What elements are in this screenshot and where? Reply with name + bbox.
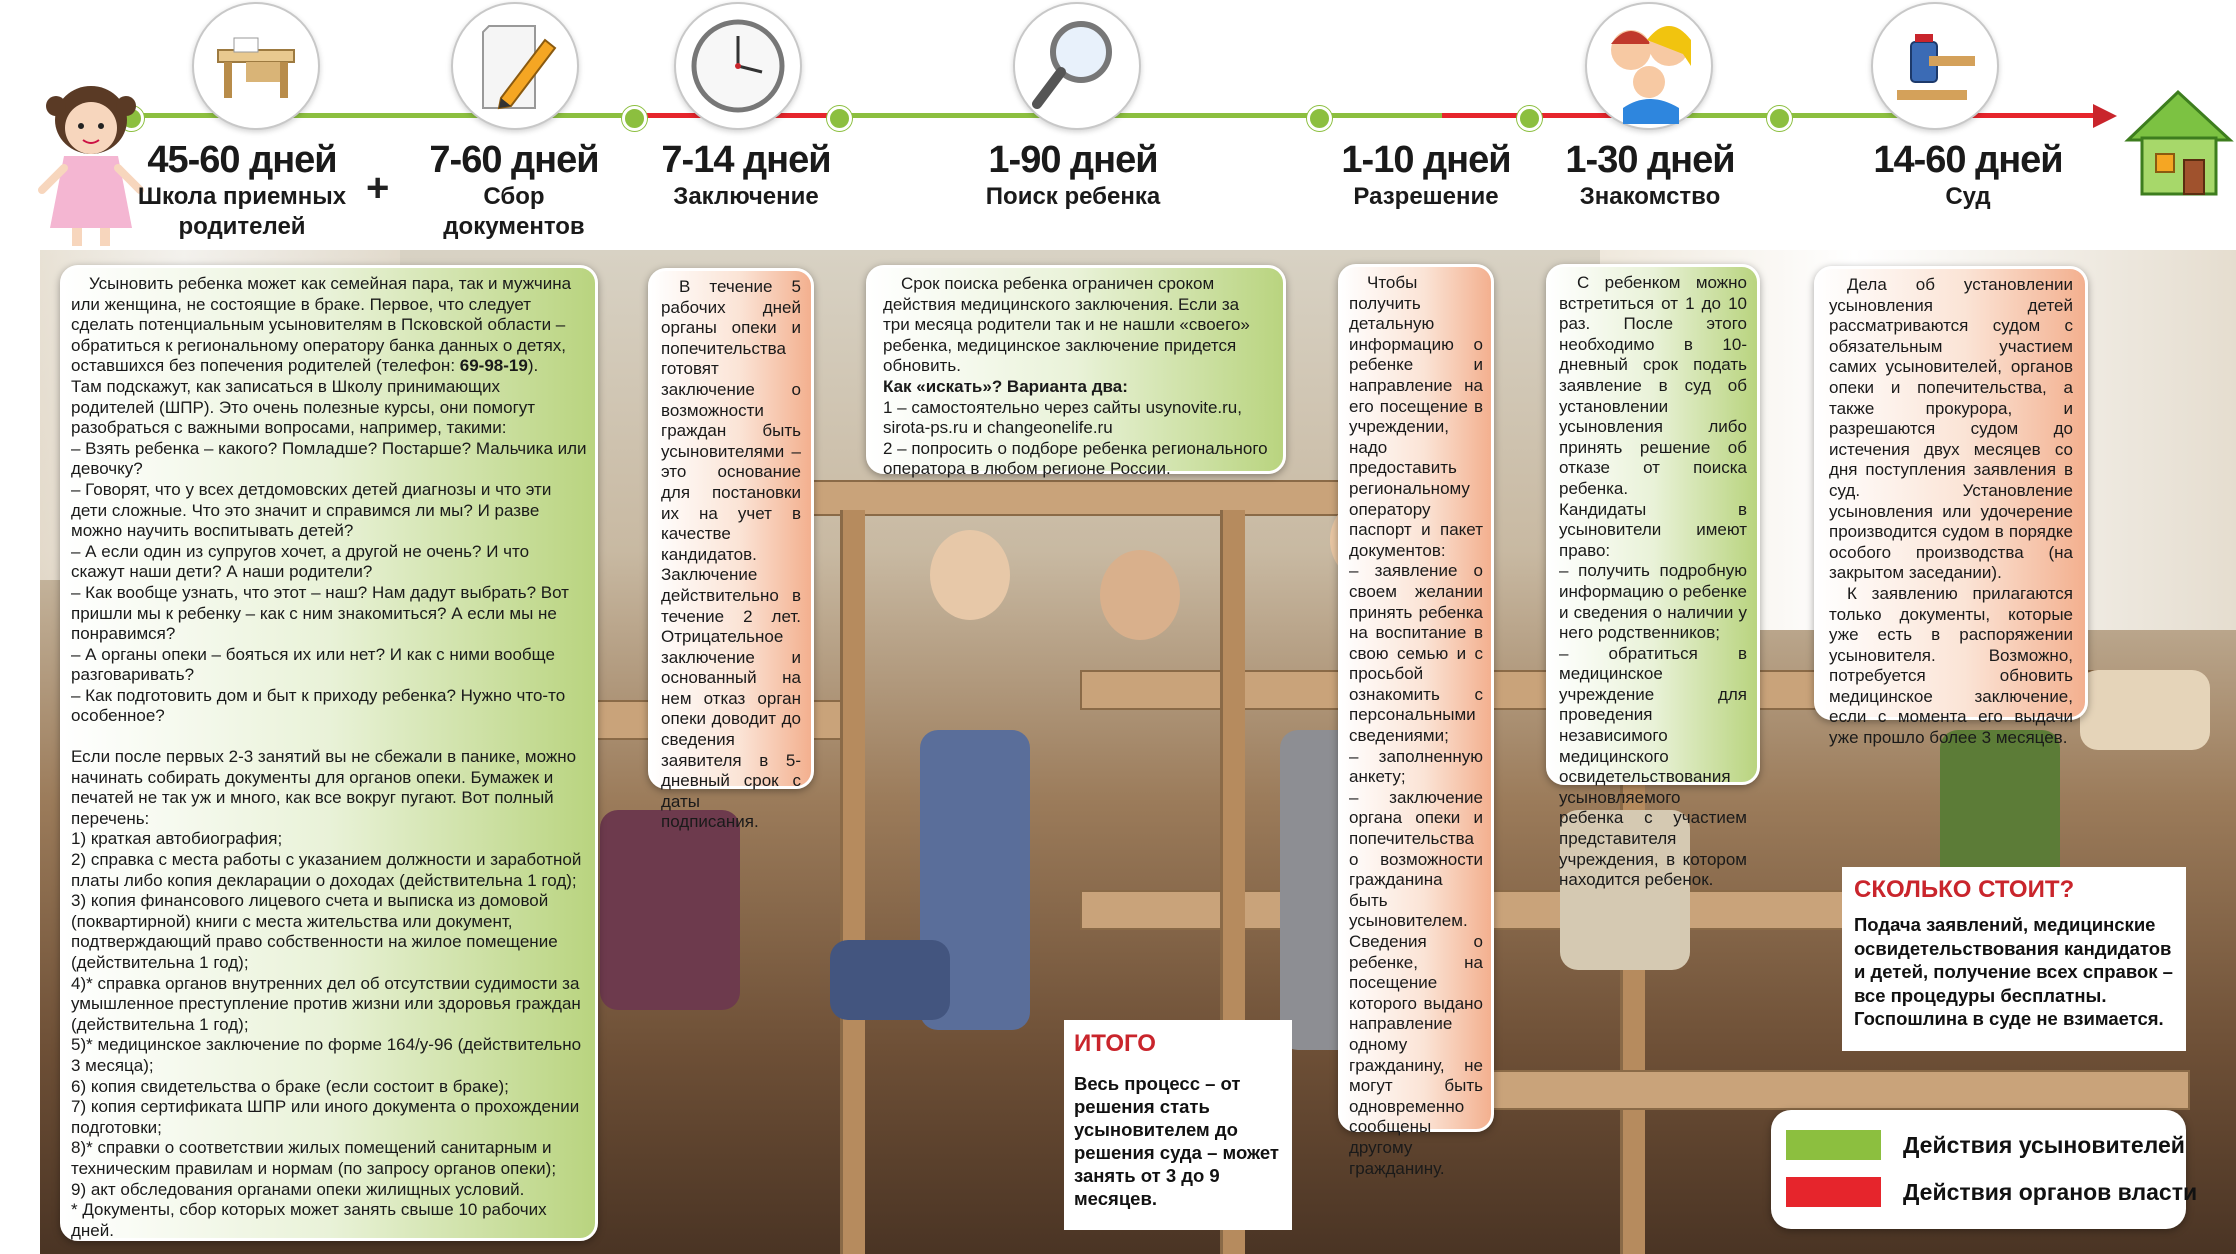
question-item: – Как подготовить дом и быт к приходу ребенка? Нужно что-то особенное? [71, 685, 566, 726]
school-text: Усыновить ребенка может как семейная пара, так и мужчина или женщина, не состоящие в браке. Первое, что следует сделать потенциальным усыновителям в Псковской области – обратиться к региональному оператору банка данных о детях, оставшихся без попечения родителей (телефон: [71, 274, 572, 376]
legend-label: Действия усыновителей [1903, 1132, 2185, 1158]
stage-days: 1-10 дней [1341, 139, 1511, 181]
document-item: 1) краткая автобиография; [71, 829, 283, 849]
stage-days: 7-14 дней [661, 139, 831, 181]
document-item: 7) копия сертификата ШПР или иного документа о прохождении подготовки; [71, 1097, 580, 1137]
document-item: 3) копия финансового лицевого счета и выписка из домовой (поквартирной) книги с места жительства или документ, подтверждающий право собственности на жилое помещение (действительна 1 год); [71, 891, 558, 972]
footnote: * Документы, сбор которых может занять свыше 10 рабочих дней. [71, 1200, 547, 1240]
total-title: ИТОГО [1074, 1030, 1156, 1057]
court-box [1814, 266, 2088, 748]
stage-permission [1324, 138, 1528, 212]
school-text: ). [527, 356, 539, 376]
stage-name: Разрешение [1353, 183, 1499, 210]
pencil-document-icon [451, 2, 579, 130]
school-text: Там подскажут, как записаться в Школу принимающих родителей (ШПР). Это очень полезные курсы, они помогут разобраться с важными вопросами, например, такими: [71, 376, 536, 438]
permission-text: Сведения о ребенке, на посещение которого выдано направление одному гражданину, не могут быть одновременно сообщены другому гражданину. [1349, 932, 1483, 1178]
legend-swatch-red [1786, 1177, 1881, 1207]
court-text: К заявлению прилагаются только документы, которые уже есть в распоряжении усыновителя. Возможно, потребуется обновить медицинское заключение, если с момента его выдачи уже прошло более 3 месяцев. [1829, 583, 2073, 748]
meeting-text: Кандидаты в усыновители имеют право: [1559, 499, 1747, 560]
total-box [1064, 1020, 1292, 1230]
family-icon [1585, 2, 1713, 130]
question-item: – А если один из супругов хочет, а другой не очень? И что скажут наши дети? А наши родители? [71, 541, 530, 582]
stage-days: 1-90 дней [988, 139, 1158, 181]
stage-meeting [1548, 138, 1752, 212]
question-item: – Как вообще узнать, что этот – наш? Нам дадут выбрать? Вот пришли мы к ребенку – как с ним знакомиться? А если мы не понравимся? [71, 582, 569, 644]
stage-name: Сбор документов [443, 183, 585, 240]
magnifier-icon [1013, 2, 1141, 130]
court-text: Дела об установлении усыновления детей рассматриваются судом с обязательным участием самих усыновителей, органов опеки и попечительства, а также прокурора, и разрешаются судом до истечения двух месяцев со дня поступления заявления в суд. Установление усыновления или удочерение производится судом в порядке особого производства (на закрытом заседании). [1829, 275, 2073, 583]
question-item: – А органы опеки – бояться их или нет? И как с ними вообще разговаривать? [71, 644, 555, 685]
stage-school [122, 138, 362, 242]
plus-sign: + [366, 166, 390, 210]
permission-item: – заявление о своем желании принять ребенка на воспитание в свою семью и с просьбой ознакомить с персональными сведениями; [1349, 561, 1483, 746]
total-text: Весь процесс – от решения стать усыновителем до решения суда – может занять от 3 до 9 месяцев. [1074, 1073, 1279, 1209]
school-desk-icon [192, 2, 320, 130]
search-box [866, 265, 1286, 479]
cost-box [1842, 867, 2186, 1051]
gavel-icon [1871, 2, 1999, 130]
permission-item: – заполненную анкету; [1349, 746, 1483, 787]
timeline-segment-adopter [846, 113, 1442, 118]
stage-documents [412, 138, 616, 242]
meeting-item: – получить подробную информацию о ребенке и сведения о наличии у него родственников; [1559, 561, 1747, 643]
document-item: 5)* медицинское заключение по форме 164/у-96 (действительно 3 месяца); [71, 1035, 582, 1075]
meeting-item: – обратиться в медицинское учреждение для проведения независимого медицинского освидетельствования усыновляемого ребенка с участием представителя учреждения, в котором находится ребенок. [1559, 643, 1747, 890]
timeline-dot [827, 106, 852, 131]
legend-label: Действия органов власти [1903, 1179, 2198, 1205]
cost-title: СКОЛЬКО СТОИТ? [1854, 876, 2075, 903]
timeline-arrow [2093, 104, 2117, 128]
legend [1771, 1110, 2198, 1229]
timeline-dot [1767, 106, 1792, 131]
meeting-box [1546, 264, 1760, 890]
document-item: 8)* справки о соответствии жилых помещений санитарным и техническим правилам и нормам (по запросу органов опеки); [71, 1138, 557, 1178]
clock-icon [674, 2, 802, 130]
school-text: Если после первых 2-3 занятий вы не сбежали в панике, можно начинать собирать документы для органов опеки. Бумажек и печатей не так уж и много, как все вокруг пугают. Вот полный перечень: [71, 747, 577, 828]
meeting-text: С ребенком можно встретиться от 1 до 10 раз. После этого необходимо в 10-дневный срок подать заявление в суд об установлении усыновления либо принять решение об отказе от поиска ребенка. [1559, 273, 1747, 498]
timeline-dot [1307, 106, 1332, 131]
search-option: 2 – попросить о подборе ребенка регионального оператора в любом регионе России. [883, 438, 1268, 479]
legend-swatch-green [1786, 1130, 1881, 1160]
timeline-dot [1517, 106, 1542, 131]
stage-name: Суд [1945, 183, 1991, 210]
stage-days: 7-60 дней [429, 139, 599, 181]
house-icon [2118, 82, 2236, 200]
conclusion-box [648, 268, 814, 832]
cost-text: Подача заявлений, медицинские освидетельствования кандидатов и детей, получение всех справок – все процедуры бесплатны. Госпошлина в суде не взимается. [1854, 914, 2173, 1029]
search-option: 1 – самостоятельно через сайты usynovite.ru, sirota-ps.ru и changeonelife.ru [883, 397, 1242, 438]
permission-text: Чтобы получить детальную информацию о ребенке и направление на его посещение в учреждении, надо предоставить региональному оператору паспорт и пакет документов: [1349, 273, 1483, 560]
timeline-dot [622, 106, 647, 131]
search-heading: Как «искать»? Варианта два: [883, 376, 1128, 396]
question-item: – Взять ребенка – какого? Помладше? Постарше? Мальчика или девочку? [71, 438, 587, 479]
document-item: 4)* справка органов внутренних дел об отсутствии судимости за умышленное преступление против жизни или здоровья граждан (действительна 1 год); [71, 973, 581, 1034]
phone-number: 69-98-19 [459, 356, 528, 376]
stage-conclusion [656, 138, 836, 212]
stage-name: Знакомство [1579, 183, 1721, 210]
stage-days: 1-30 дней [1565, 139, 1735, 181]
document-item: 6) копия свидетельства о браке (если состоит в браке); [71, 1076, 509, 1096]
document-item: 2) справка с места работы с указанием должности и заработной платы либо копия декларации о доходах (действительна 1 год); [71, 850, 582, 890]
search-text: Срок поиска ребенка ограничен сроком действия медицинского заключения. Если за три месяца родители так и не нашли «своего» ребенка, медицинское заключение придется обновить. [883, 274, 1250, 376]
permission-item: – заключение органа опеки и попечительства о возможности гражданина быть усыновителем. [1349, 787, 1483, 931]
stage-name: Школа приемных родителей [137, 183, 347, 240]
stage-name: Заключение [673, 183, 819, 210]
stage-days: 45-60 дней [147, 139, 337, 181]
stage-name: Поиск ребенка [985, 183, 1161, 210]
stage-days: 14-60 дней [1873, 139, 2063, 181]
conclusion-text: В течение 5 рабочих дней органы опеки и попечительства готовят заключение о возможности граждан быть усыновителями – это основание для постановки их на учет в качестве кандидатов. Заключение действительно в течение 2 лет. Отрицательное заключение и основанный на нем отказ орган опеки доводит до сведения заявителя в 5-дневный срок с даты подписания. [661, 277, 801, 832]
document-item: 9) акт обследования органами опеки жилищных условий. [71, 1179, 525, 1199]
stage-court [1858, 138, 2078, 212]
stage-search [968, 138, 1178, 212]
school-documents-box [60, 265, 598, 1241]
permission-box [1338, 264, 1494, 1178]
question-item: – Говорят, что у всех детдомовских детей диагнозы и что эти дети сложные. Что это значит и справимся ли мы? И разве можно научить воспитывать детей? [71, 479, 552, 541]
